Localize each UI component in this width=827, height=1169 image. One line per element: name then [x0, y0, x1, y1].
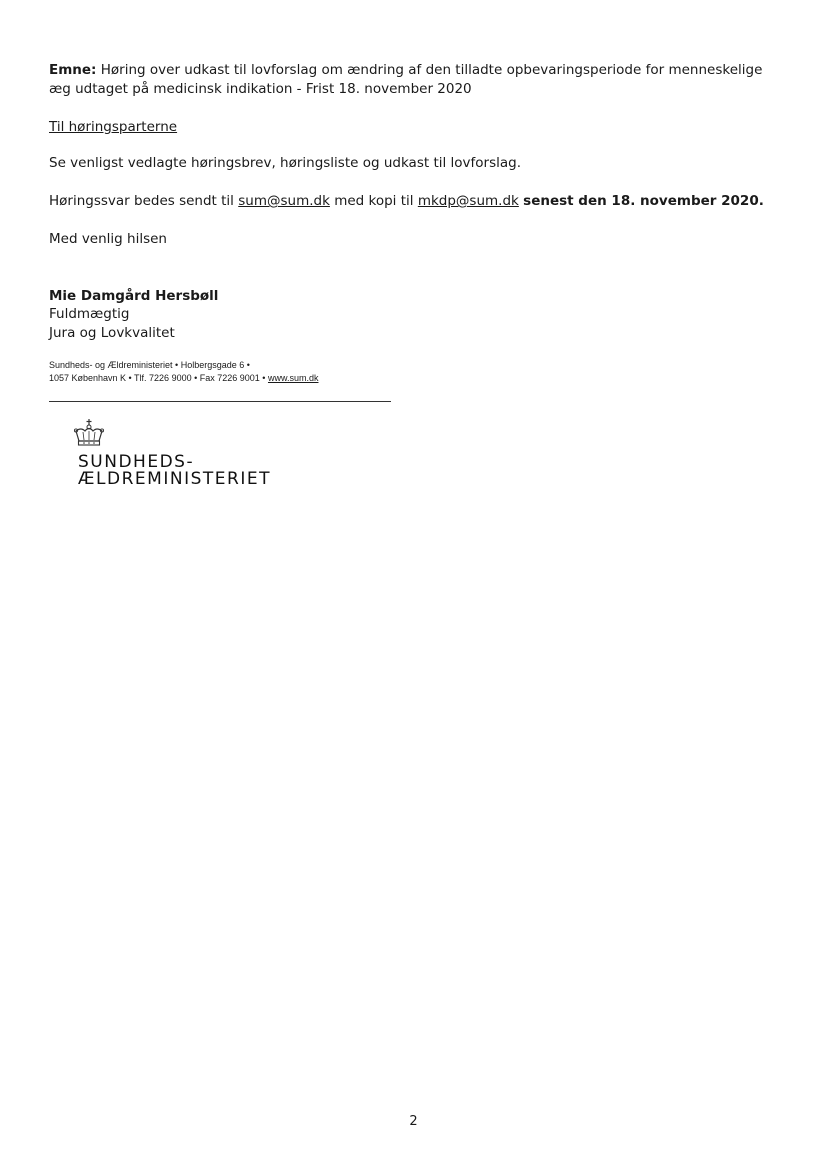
footer-address-line1 — [49, 359, 250, 372]
reply-deadline: senest den 18. november 2020. — [523, 193, 764, 209]
body-paragraph — [49, 154, 779, 173]
page-number: 2 — [409, 1114, 418, 1129]
signature-name: Mie Damgård Hersbøll — [49, 288, 219, 304]
email-link-mkdp[interactable]: mkdp@sum.dk — [417, 193, 519, 209]
reply-paragraph — [49, 192, 779, 211]
closing-paragraph — [49, 230, 779, 249]
email-link-sum[interactable]: sum@sum.dk — [238, 193, 330, 209]
logo-line2: ÆLDREMINISTERIET — [78, 469, 271, 489]
subject-label: Emne: — [49, 62, 97, 78]
salutation-paragraph — [49, 118, 779, 137]
subject-text: Høring over udkast til lovforslag om ændring af den tilladte opbevaringsperiode for menneskelige æg udtaget på medicinsk indikation - Frist 18. november 2020 — [49, 62, 763, 97]
footer-address-line2 — [49, 372, 318, 385]
salutation: Til høringsparterne — [49, 119, 178, 135]
crown-icon — [72, 418, 106, 448]
closing-text: Med venlig hilsen — [49, 231, 167, 247]
reply-prefix: Høringssvar bedes sendt til — [49, 193, 234, 209]
footer-divider — [49, 401, 391, 402]
address-line2-text: 1057 København K • Tlf. 7226 9000 • Fax 7226 9001 • — [49, 373, 266, 383]
signature-title: Fuldmægtig — [49, 306, 130, 322]
address-line1-text: Sundheds- og Ældreministeriet • Holbergsgade 6 • — [49, 360, 250, 370]
reply-middle: med kopi til — [334, 193, 414, 209]
signature-department: Jura og Lovkvalitet — [49, 325, 175, 341]
website-link[interactable]: www.sum.dk — [267, 373, 319, 383]
logo-line1: SUNDHEDS- — [78, 452, 195, 472]
body-text: Se venligst vedlagte høringsbrev, høringsliste og udkast til lovforslag. — [49, 155, 522, 171]
subject-paragraph — [49, 61, 779, 99]
